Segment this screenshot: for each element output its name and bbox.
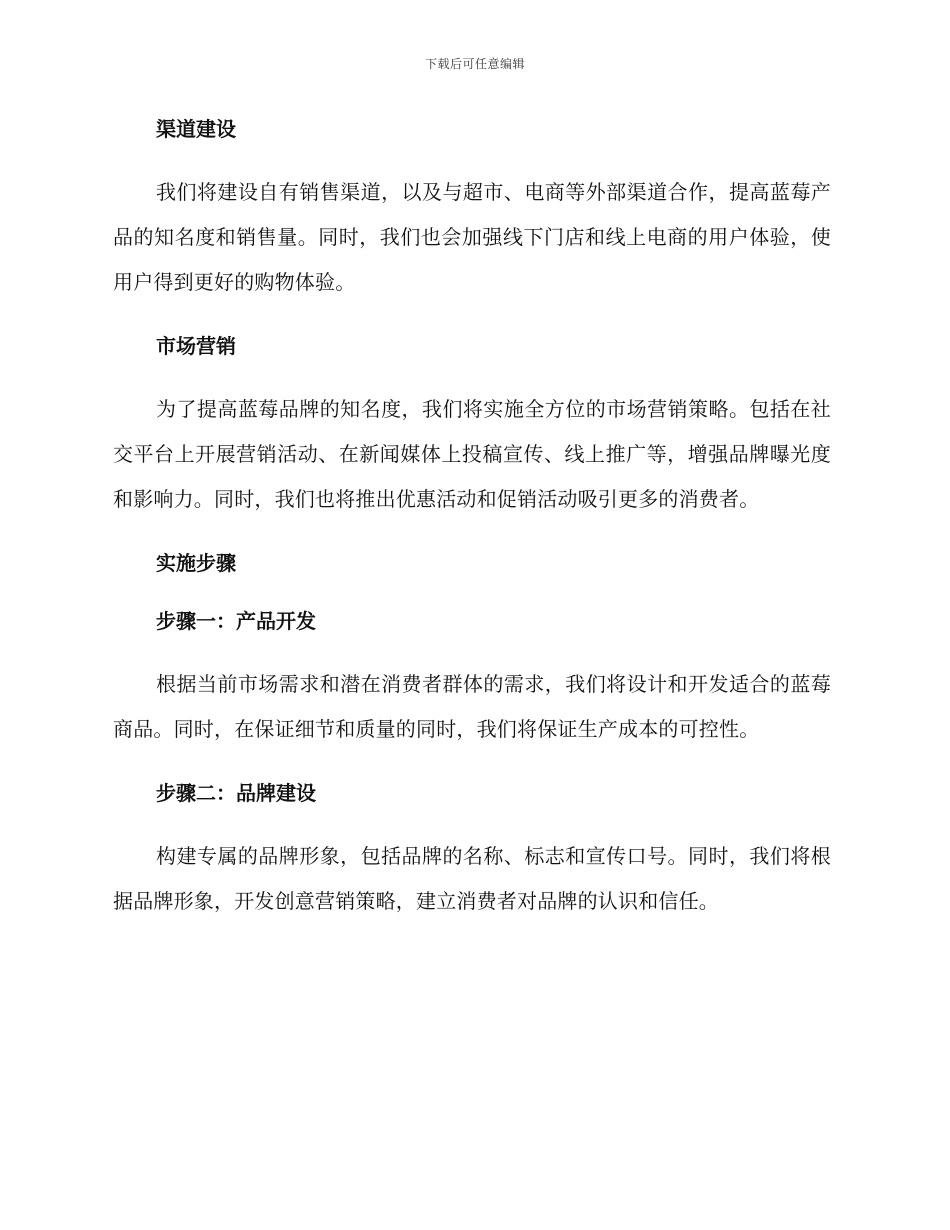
document-body (113, 112, 831, 924)
section-heading-step-one: 步骤一：产品开发 (156, 609, 316, 633)
section-heading-channel: 渠道建设 (156, 117, 236, 141)
section-paragraph-step-two: 构建专属的品牌形象，包括品牌的名称、标志和宣传口号。同时，我们将根据品牌形象，开发创意营销策略，建立消费者对品牌的认识和信任。 (113, 844, 831, 913)
section-paragraph-step-one: 根据当前市场需求和潜在消费者群体的需求，我们将设计和开发适合的蓝莓商品。同时，在保证细节和质量的同时，我们将保证生产成本的可控性。 (113, 672, 831, 741)
section-heading-marketing: 市场营销 (156, 334, 236, 358)
section-paragraph-marketing: 为了提高蓝莓品牌的知名度，我们将实施全方位的市场营销策略。包括在社交平台上开展营销活动、在新闻媒体上投稿宣传、线上推广等，增强品牌曝光度和影响力。同时，我们也将推出优惠活动和促销活动吸引更多的消费者。 (113, 397, 831, 511)
section-paragraph-channel: 我们将建设自有销售渠道，以及与超市、电商等外部渠道合作，提高蓝莓产品的知名度和销售量。同时，我们也会加强线下门店和线上电商的用户体验，使用户得到更好的购物体验。 (113, 180, 831, 294)
page-header: 下载后可任意编辑 (424, 57, 525, 71)
section-heading-implementation: 实施步骤 (156, 551, 236, 575)
section-heading-step-two: 步骤二：品牌建设 (156, 781, 316, 805)
